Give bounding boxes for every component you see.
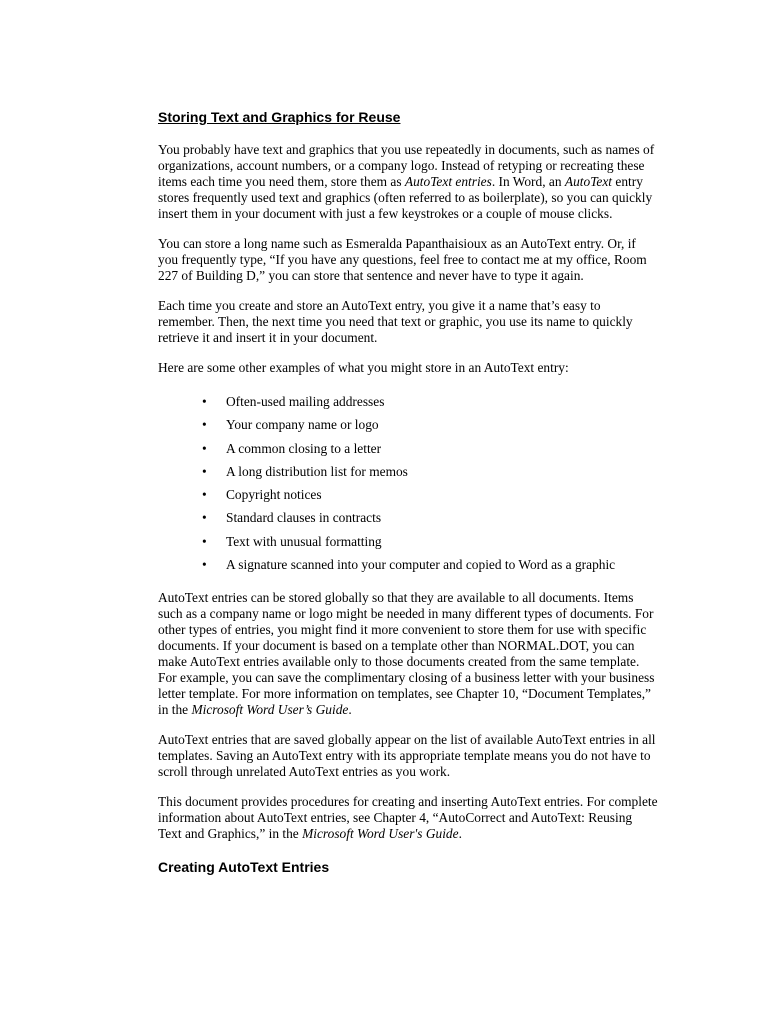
paragraph-entry-name: Each time you create and store an AutoText entry, you give it a name that’s easy to remember. Then, the next time you need that text or graphic, you use its name to quickly retrieve it and insert it in your document. (158, 298, 633, 345)
bullet-icon: • (202, 440, 207, 456)
list-item (158, 530, 658, 553)
list-item-text: Text with unusual formatting (226, 533, 382, 549)
paragraph-procedures (158, 794, 658, 842)
users-guide-title-2: Microsoft Word User's Guide (302, 826, 459, 842)
global-storage-text: AutoText entries can be stored globally so that they are available to all documents. Items such as a company name or logo might be needed in many different types of documents. For other types of entries, you might find it more convenient to store them for use with specific documents. If your document is based on a template other than NORMAL.DOT, you can make AutoText entries available only to those documents created from the same template. For example, you can save the complimentary closing of a business letter with your business letter template. For more information on templates, see Chapter 10, “Document Templates,” in the (158, 590, 655, 718)
list-item-text: Copyright notices (226, 487, 322, 503)
paragraph-long-name: You can store a long name such as Esmeralda Papanthaisioux as an AutoText entry. Or, if you frequently type, “If you have any questions, feel free to contact me at my office, Room 227 of Building D,” you can store that sentence and never have to type it again. (158, 236, 647, 283)
examples-list (158, 390, 658, 576)
procedures-end: . (458, 826, 462, 842)
intro-italic-autotext-entries: AutoText entries (404, 174, 492, 189)
list-item (158, 483, 658, 506)
list-item (158, 506, 658, 529)
global-storage-end: . (348, 702, 352, 718)
paragraph-global-list: AutoText entries that are saved globally appear on the list of available AutoText entries in all templates. Saving an AutoText entry with its appropriate template means you do not have to scroll through unrelated AutoText entries as you work. (158, 732, 656, 780)
list-item-text: Your company name or logo (226, 417, 379, 433)
bullet-icon: • (202, 557, 207, 573)
intro-text-1: You probably have text and graphics that you use repeatedly in documents, such as names of organizations, account numbers, or a company logo. Instead of retyping or recreating these items each time you need them, store them as (158, 142, 655, 189)
intro-paragraph (158, 142, 658, 222)
section-heading: Creating AutoText Entries (158, 859, 330, 876)
bullet-icon: • (202, 533, 207, 549)
list-item (158, 413, 658, 436)
paragraph-global-storage (158, 590, 658, 718)
bullet-icon: • (202, 417, 207, 433)
list-item-text: Standard clauses in contracts (226, 510, 382, 526)
bullet-icon: • (202, 510, 207, 526)
page-title: Storing Text and Graphics for Reuse (158, 109, 401, 125)
users-guide-title: Microsoft Word User’s Guide (191, 702, 349, 718)
list-item-text: A signature scanned into your computer and copied to Word as a graphic (226, 557, 616, 573)
list-item-text: Often-used mailing addresses (226, 394, 385, 409)
list-item (158, 553, 658, 576)
list-item (158, 390, 658, 413)
bullet-icon: • (202, 463, 207, 479)
paragraph-examples-intro: Here are some other examples of what you might store in an AutoText entry: (158, 360, 569, 375)
list-item-text: A common closing to a letter (226, 440, 382, 456)
list-item (158, 437, 658, 460)
intro-text-2: . In Word, an (491, 174, 565, 189)
bullet-icon: • (202, 394, 207, 409)
procedures-text: This document provides procedures for creating and inserting AutoText entries. For complete information about AutoText entries, see Chapter 4, “AutoCorrect and AutoText: Reusing Text and Graphics,” in the (158, 794, 658, 842)
bullet-icon: • (202, 487, 207, 503)
document-body (158, 106, 658, 878)
list-item-text: A long distribution list for memos (226, 463, 408, 479)
intro-italic-autotext: AutoText (564, 174, 613, 189)
list-item (158, 460, 658, 483)
intro-text-3: entry stores frequently used text and graphics (often referred to as boilerplate), so you can quickly insert them in your document with just a few keystrokes or a couple of mouse clicks. (158, 174, 653, 221)
